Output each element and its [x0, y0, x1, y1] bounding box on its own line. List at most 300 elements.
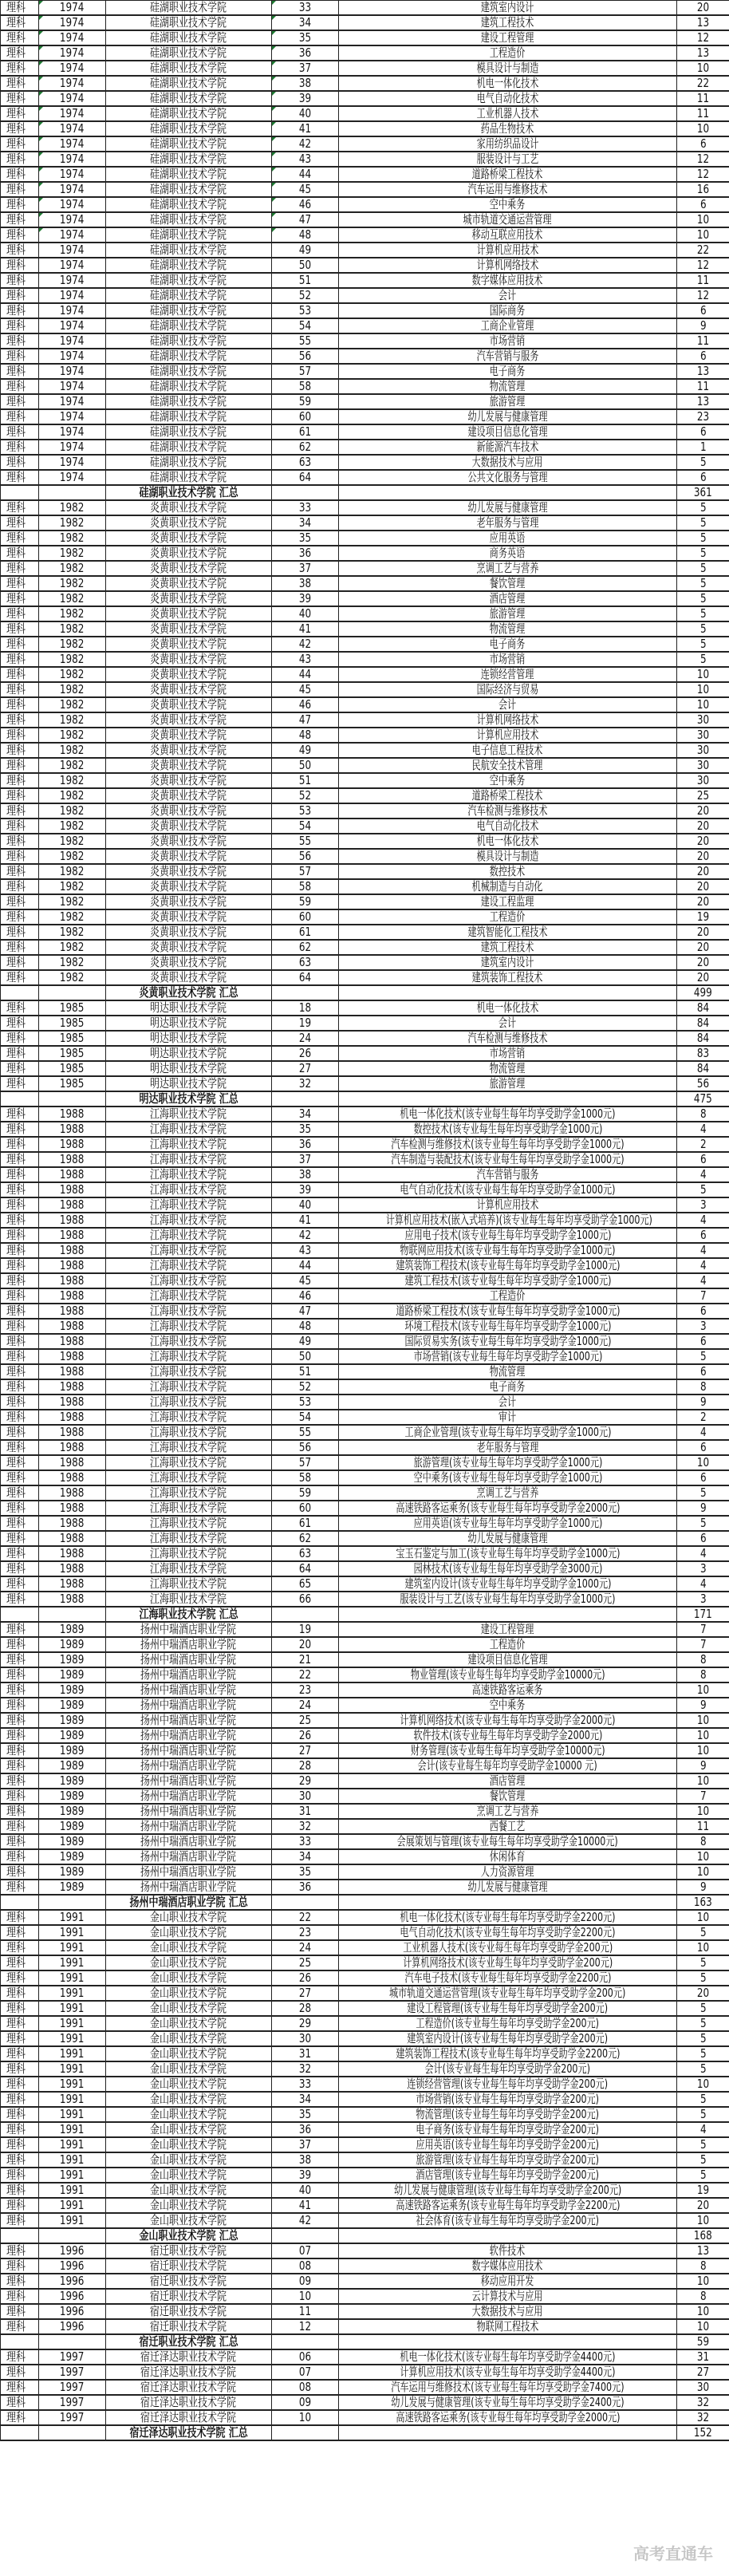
school-name-cell: [106, 894, 272, 909]
major-code-cell-text: 29: [298, 1773, 312, 1788]
major-code-cell-text: 38: [298, 1167, 312, 1181]
table-row: [1, 2122, 729, 2137]
major-name-cell-text: 工商企业管理(该专业每生每年均享受助学金1000元): [404, 1425, 611, 1439]
category-cell-text: 理科: [6, 576, 26, 590]
summary-total-cell: [677, 1091, 729, 1107]
major-code-cell: [272, 106, 339, 121]
major-code-cell: [272, 1470, 339, 1485]
plan-count-cell: [677, 1379, 729, 1395]
major-code-cell-text: 56: [298, 849, 312, 863]
category-cell-text: 理科: [6, 1682, 26, 1697]
plan-count-cell: [677, 243, 729, 258]
plan-count-cell-text: 20: [696, 1986, 710, 2000]
category-cell: [1, 15, 39, 30]
plan-count-cell: [677, 925, 729, 940]
major-name-cell: [339, 1758, 677, 1773]
category-cell: [1, 424, 39, 440]
major-code-cell: [272, 440, 339, 455]
school-name-cell-text: 炎黄职业技术学院: [150, 940, 227, 954]
major-name-cell-text: 建筑室内设计: [481, 955, 534, 969]
school-name-cell: [106, 1986, 272, 2001]
school-name-cell: [106, 819, 272, 834]
category-cell: [1, 773, 39, 788]
major-name-cell-text: 空中乘务: [490, 197, 526, 211]
plan-count-cell-text: 20: [696, 849, 710, 863]
school-code-cell-text: 1982: [60, 591, 85, 606]
school-code-cell-text: 1974: [60, 303, 85, 318]
major-code-cell: [272, 1197, 339, 1213]
category-cell-text: 理科: [6, 1698, 26, 1712]
plan-count-cell: [677, 1561, 729, 1576]
school-name-cell: [106, 2319, 272, 2334]
school-code-cell-text: 1982: [60, 637, 85, 651]
school-code-cell-text: 1991: [60, 2198, 85, 2212]
school-name-cell: [106, 788, 272, 803]
major-code-cell: [272, 606, 339, 621]
major-code-cell-text: 43: [298, 152, 312, 166]
school-name-cell: [106, 2289, 272, 2304]
major-name-cell-text: 国际经济与贸易: [476, 682, 539, 696]
major-name-cell-text: 汽车检测与维修技术: [467, 803, 548, 818]
category-cell: [1, 2380, 39, 2395]
school-name-cell: [106, 1698, 272, 1713]
category-cell-text: 理科: [6, 591, 26, 606]
major-code-cell-text: 32: [298, 2061, 312, 2076]
major-name-cell: [339, 1925, 677, 1940]
school-name-cell: [106, 1789, 272, 1804]
major-name-cell-text: 园林技术(该专业每生每年均享受助学金3000元): [413, 1561, 602, 1576]
major-code-cell-text: 32: [298, 1076, 312, 1091]
plan-count-cell-text: 10: [696, 1728, 710, 1742]
school-name-cell: [106, 2410, 272, 2425]
major-name-cell: [339, 1182, 677, 1197]
school-name-cell-text: 硅湖职业技术学院: [150, 30, 227, 45]
school-name-cell-text: 金山职业技术学院: [150, 2061, 227, 2076]
plan-count-cell: [677, 2031, 729, 2046]
major-code-cell-text: 25: [298, 1955, 312, 1970]
major-name-cell: [339, 2198, 677, 2213]
category-cell: [1, 1864, 39, 1880]
category-cell: [1, 2046, 39, 2061]
school-code-cell-text: 1974: [60, 167, 85, 181]
major-code-cell: [272, 1410, 339, 1425]
school-name-cell: [106, 621, 272, 637]
school-code-cell: [39, 1955, 106, 1970]
category-cell: [1, 455, 39, 470]
summary-total-cell: [677, 2425, 729, 2440]
category-cell: [1, 303, 39, 318]
school-code-cell-text: 1991: [60, 2016, 85, 2030]
major-code-cell-text: 35: [298, 1864, 312, 1879]
category-cell-text: 理科: [6, 2092, 26, 2106]
plan-count-cell: [677, 1743, 729, 1758]
major-name-cell: [339, 1288, 677, 1304]
major-code-cell-text: 44: [298, 667, 312, 681]
school-name-cell: [106, 1213, 272, 1228]
school-name-cell: [106, 1410, 272, 1425]
table-row: [1, 212, 729, 227]
major-code-cell-text: 32: [298, 1819, 312, 1833]
major-code-cell-text: 46: [298, 697, 312, 712]
plan-count-cell-text: 5: [699, 2031, 707, 2045]
major-code-cell: [272, 788, 339, 803]
school-name-cell: [106, 834, 272, 849]
school-name-cell-text: 扬州中瑞酒店职业学院: [140, 1713, 237, 1727]
major-code-cell: [272, 1273, 339, 1288]
category-cell: [1, 1925, 39, 1940]
table-row: [1, 1713, 729, 1728]
plan-count-cell-text: 5: [699, 621, 707, 636]
major-name-cell: [339, 1455, 677, 1470]
school-name-cell: [106, 1773, 272, 1789]
table-row: [1, 2274, 729, 2289]
school-code-cell-text: 1996: [60, 2289, 85, 2303]
major-name-cell: [339, 227, 677, 243]
major-name-cell: [339, 273, 677, 288]
major-code-cell-text: 55: [298, 834, 312, 848]
major-name-cell-text: 宝玉石鉴定与加工(该专业每生每年均享受助学金1000元): [395, 1546, 621, 1560]
school-code-cell: [39, 197, 106, 212]
major-name-cell: [339, 606, 677, 621]
school-name-cell: [106, 1531, 272, 1546]
major-name-cell-text: 会计: [498, 1395, 517, 1409]
plan-count-cell-text: 10: [696, 2274, 710, 2288]
plan-count-cell-text: 30: [696, 743, 710, 757]
table-row: [1, 637, 729, 652]
category-cell-text: 理科: [6, 1622, 26, 1636]
category-cell: [1, 606, 39, 621]
major-name-cell-text: 应用英语(该专业每生每年均享受助学金200元): [416, 2137, 600, 2152]
school-code-cell: [39, 2365, 106, 2380]
major-code-cell-text: 43: [298, 652, 312, 666]
school-name-cell-text: 江海职业技术学院: [150, 1501, 227, 1515]
major-code-cell: [272, 1986, 339, 2001]
school-name-cell: [106, 349, 272, 364]
major-name-cell: [339, 970, 677, 985]
plan-count-cell: [677, 1622, 729, 1637]
category-cell-text: 理科: [6, 1152, 26, 1166]
major-code-cell: [272, 379, 339, 394]
plan-count-cell-text: 25: [696, 788, 710, 803]
table-row: [1, 349, 729, 364]
school-name-cell: [106, 1682, 272, 1698]
major-code-cell: [272, 1288, 339, 1304]
major-name-cell-text: 物流管理: [490, 621, 526, 636]
plan-count-cell-text: 30: [696, 728, 710, 742]
major-name-cell: [339, 2152, 677, 2168]
school-code-cell-text: 1991: [60, 2077, 85, 2091]
table-row: [1, 1470, 729, 1485]
major-code-cell: [272, 1167, 339, 1182]
table-row: [1, 106, 729, 121]
plan-count-cell-text: 4: [699, 1167, 707, 1181]
category-cell-text: 理科: [6, 1243, 26, 1257]
major-name-cell: [339, 1789, 677, 1804]
category-cell: [1, 561, 39, 576]
major-code-cell-text: 26: [298, 1728, 312, 1742]
major-name-cell-text: 空中乘务: [490, 773, 526, 787]
table-row: [1, 424, 729, 440]
school-name-cell: [106, 1076, 272, 1091]
plan-count-cell-text: 32: [696, 2395, 710, 2409]
plan-count-cell: [677, 1546, 729, 1561]
school-code-cell: [39, 1592, 106, 1607]
school-code-cell: [39, 1182, 106, 1197]
category-cell-text: 理科: [6, 1516, 26, 1530]
category-cell-text: 理科: [6, 955, 26, 969]
major-code-cell-text: 29: [298, 2016, 312, 2030]
plan-count-cell-text: 20: [696, 879, 710, 894]
school-name-cell: [106, 106, 272, 121]
major-name-cell: [339, 318, 677, 333]
table-row: [1, 546, 729, 561]
category-cell: [1, 2137, 39, 2152]
plan-count-cell: [677, 1804, 729, 1819]
school-code-cell-text: 1974: [60, 364, 85, 378]
table-row: [1, 925, 729, 940]
school-name-cell-text: 炎黄职业技术学院: [150, 621, 227, 636]
plan-count-cell: [677, 2198, 729, 2213]
major-code-cell: [272, 303, 339, 318]
major-name-cell: [339, 2031, 677, 2046]
major-name-cell: [339, 925, 677, 940]
plan-count-cell: [677, 1319, 729, 1334]
school-code-cell-text: 1991: [60, 2107, 85, 2121]
school-code-cell: [39, 773, 106, 788]
table-row: [1, 470, 729, 485]
summary-total-cell-text: 59: [696, 2334, 710, 2349]
plan-count-cell-text: 12: [696, 288, 710, 302]
major-code-cell: [272, 1849, 339, 1864]
school-name-cell-text: 炎黄职业技术学院: [150, 546, 227, 560]
major-name-cell-text: 会计(该专业每生每年均享受助学金10000 元): [417, 1758, 598, 1773]
plan-count-cell: [677, 2107, 729, 2122]
major-code-cell: [272, 2031, 339, 2046]
summary-label-cell-text: 硅湖职业技术学院 汇总: [139, 485, 238, 499]
major-name-cell-text: 物业管理(该专业每生每年均享受助学金10000元): [410, 1667, 605, 1682]
school-name-cell-text: 炎黄职业技术学院: [150, 576, 227, 590]
school-name-cell: [106, 1122, 272, 1137]
major-name-cell-text: 软件技术: [490, 2243, 526, 2258]
category-cell-text: 理科: [6, 561, 26, 575]
category-cell: [1, 1213, 39, 1228]
school-name-cell-text: 明达职业技术学院: [150, 1000, 227, 1015]
plan-count-cell: [677, 1758, 729, 1773]
category-cell-text: 理科: [6, 879, 26, 894]
major-code-cell-text: 26: [298, 1046, 312, 1060]
plan-count-cell-text: 6: [699, 197, 707, 211]
empty-cell: [39, 2228, 106, 2243]
major-code-cell-text: 63: [298, 1546, 312, 1560]
school-name-cell: [106, 1152, 272, 1167]
school-name-cell-text: 炎黄职业技术学院: [150, 682, 227, 696]
major-code-cell-text: 60: [298, 1501, 312, 1515]
major-code-cell-text: 12: [298, 2319, 312, 2333]
school-code-cell-text: 1988: [60, 1197, 85, 1212]
major-code-cell-text: 35: [298, 1122, 312, 1136]
school-code-cell: [39, 546, 106, 561]
table-row: [1, 1288, 729, 1304]
category-cell-text: 理科: [6, 894, 26, 909]
major-code-cell-text: 34: [298, 15, 312, 30]
major-name-cell-text: 建设工程监理: [481, 894, 534, 909]
plan-count-cell: [677, 1167, 729, 1182]
major-code-cell: [272, 1925, 339, 1940]
major-code-cell: [272, 2258, 339, 2274]
school-code-cell: [39, 243, 106, 258]
school-code-cell-text: 1996: [60, 2304, 85, 2318]
table-row: [1, 1516, 729, 1531]
school-code-cell: [39, 1652, 106, 1667]
category-cell: [1, 379, 39, 394]
plan-count-cell-text: 5: [699, 2168, 707, 2182]
major-code-cell: [272, 2122, 339, 2137]
major-code-cell: [272, 621, 339, 637]
school-code-cell: [39, 1698, 106, 1713]
plan-count-cell-text: 10: [696, 1713, 710, 1727]
school-name-cell-text: 硅湖职业技术学院: [150, 227, 227, 242]
category-cell-text: 理科: [6, 2289, 26, 2303]
table-row: [1, 2061, 729, 2077]
plan-count-cell: [677, 1986, 729, 2001]
plan-count-cell: [677, 1334, 729, 1349]
major-name-cell-text: 幼儿发展与健康管理: [467, 500, 548, 515]
major-code-cell-text: 52: [298, 288, 312, 302]
school-name-cell: [106, 2001, 272, 2016]
school-name-cell-text: 硅湖职业技术学院: [150, 61, 227, 75]
category-cell-text: 理科: [6, 2016, 26, 2030]
category-cell-text: 理科: [6, 1379, 26, 1394]
school-code-cell-text: 1974: [60, 440, 85, 454]
major-name-cell: [339, 2365, 677, 2380]
major-name-cell: [339, 1273, 677, 1288]
major-name-cell-text: 电子商务: [490, 1379, 526, 1394]
major-name-cell: [339, 546, 677, 561]
plan-count-cell-text: 22: [696, 76, 710, 90]
category-cell-text: 理科: [6, 1182, 26, 1197]
school-code-cell: [39, 2380, 106, 2395]
school-code-cell-text: 1982: [60, 515, 85, 530]
table-row: [1, 1728, 729, 1743]
school-name-cell-text: 江海职业技术学院: [150, 1228, 227, 1242]
category-cell-text: 理科: [6, 1667, 26, 1682]
major-code-cell-text: 08: [298, 2258, 312, 2273]
major-name-cell-text: 城市轨道交通运营管理(该专业每生每年均享受助学金200元): [389, 1986, 626, 2000]
major-name-cell: [339, 394, 677, 409]
major-code-cell-text: 35: [298, 531, 312, 545]
category-cell: [1, 1470, 39, 1485]
major-name-cell: [339, 2016, 677, 2031]
major-code-cell-text: 49: [298, 1334, 312, 1348]
category-cell-text: 理科: [6, 682, 26, 696]
plan-count-cell: [677, 803, 729, 819]
school-code-cell-text: 1974: [60, 349, 85, 363]
school-name-cell: [106, 2365, 272, 2380]
category-cell: [1, 2107, 39, 2122]
major-code-cell: [272, 1834, 339, 1849]
major-code-cell-text: 37: [298, 561, 312, 575]
category-cell-text: 理科: [6, 909, 26, 924]
major-name-cell-text: 计算机网络技术: [476, 258, 539, 272]
table-row: [1, 1698, 729, 1713]
plan-count-cell: [677, 1213, 729, 1228]
major-name-cell: [339, 1137, 677, 1152]
major-code-cell-text: 42: [298, 2213, 312, 2227]
major-name-cell-text: 电气自动化技术(该专业每生每年均享受助学金1000元): [400, 1182, 616, 1197]
major-name-cell: [339, 182, 677, 197]
empty-cell: [39, 2425, 106, 2440]
category-cell: [1, 515, 39, 531]
major-code-cell-text: 23: [298, 1682, 312, 1697]
empty-cell: [1, 985, 39, 1000]
major-name-cell: [339, 2304, 677, 2319]
empty-cell: [39, 1895, 106, 1910]
school-code-cell: [39, 879, 106, 894]
major-code-cell-text: 61: [298, 1516, 312, 1530]
school-code-cell-text: 1982: [60, 682, 85, 696]
major-name-cell: [339, 2061, 677, 2077]
plan-count-cell-text: 4: [699, 1122, 707, 1136]
plan-count-cell: [677, 2152, 729, 2168]
school-code-cell-text: 1997: [60, 2365, 85, 2379]
category-cell: [1, 349, 39, 364]
major-name-cell: [339, 470, 677, 485]
major-code-cell: [272, 2274, 339, 2289]
category-cell-text: 理科: [6, 152, 26, 166]
table-row: [1, 864, 729, 879]
major-name-cell-text: 计算机应用技术: [476, 1197, 539, 1212]
school-code-cell: [39, 864, 106, 879]
school-name-cell: [106, 1107, 272, 1122]
table-row: [1, 1137, 729, 1152]
major-code-cell: [272, 2001, 339, 2016]
major-code-cell-text: 53: [298, 1395, 312, 1409]
school-code-cell: [39, 591, 106, 606]
plan-count-cell: [677, 303, 729, 318]
category-cell: [1, 1379, 39, 1395]
school-code-cell-text: 1991: [60, 1986, 85, 2000]
major-name-cell: [339, 1531, 677, 1546]
major-name-cell-text: 烹调工艺与营养: [476, 1804, 539, 1818]
plan-count-cell-text: 84: [696, 1016, 710, 1030]
major-name-cell: [339, 1728, 677, 1743]
major-name-cell: [339, 379, 677, 394]
major-name-cell: [339, 864, 677, 879]
school-name-cell-text: 硅湖职业技术学院: [150, 197, 227, 211]
summary-label-cell-text: 金山职业技术学院 汇总: [139, 2228, 238, 2243]
category-cell: [1, 591, 39, 606]
major-name-cell-text: 建筑室内设计(该专业每生每年均享受助学金200元): [407, 2031, 609, 2045]
plan-count-cell-text: 6: [699, 136, 707, 151]
school-name-cell-text: 炎黄职业技术学院: [150, 864, 227, 878]
major-code-cell-text: 37: [298, 61, 312, 75]
major-code-cell: [272, 167, 339, 182]
plan-count-cell-text: 3: [699, 1197, 707, 1212]
plan-count-cell-text: 12: [696, 258, 710, 272]
plan-count-cell-text: 13: [696, 394, 710, 408]
school-code-cell: [39, 1, 106, 16]
school-code-cell-text: 1996: [60, 2258, 85, 2273]
school-name-cell: [106, 728, 272, 743]
school-name-cell-text: 硅湖职业技术学院: [150, 258, 227, 272]
major-code-cell: [272, 803, 339, 819]
major-name-cell: [339, 2380, 677, 2395]
category-cell-text: 理科: [6, 1016, 26, 1030]
major-name-cell: [339, 15, 677, 30]
school-code-cell-text: 1989: [60, 1819, 85, 1833]
category-cell-text: 理科: [6, 1228, 26, 1242]
summary-row: [1, 1091, 729, 1107]
